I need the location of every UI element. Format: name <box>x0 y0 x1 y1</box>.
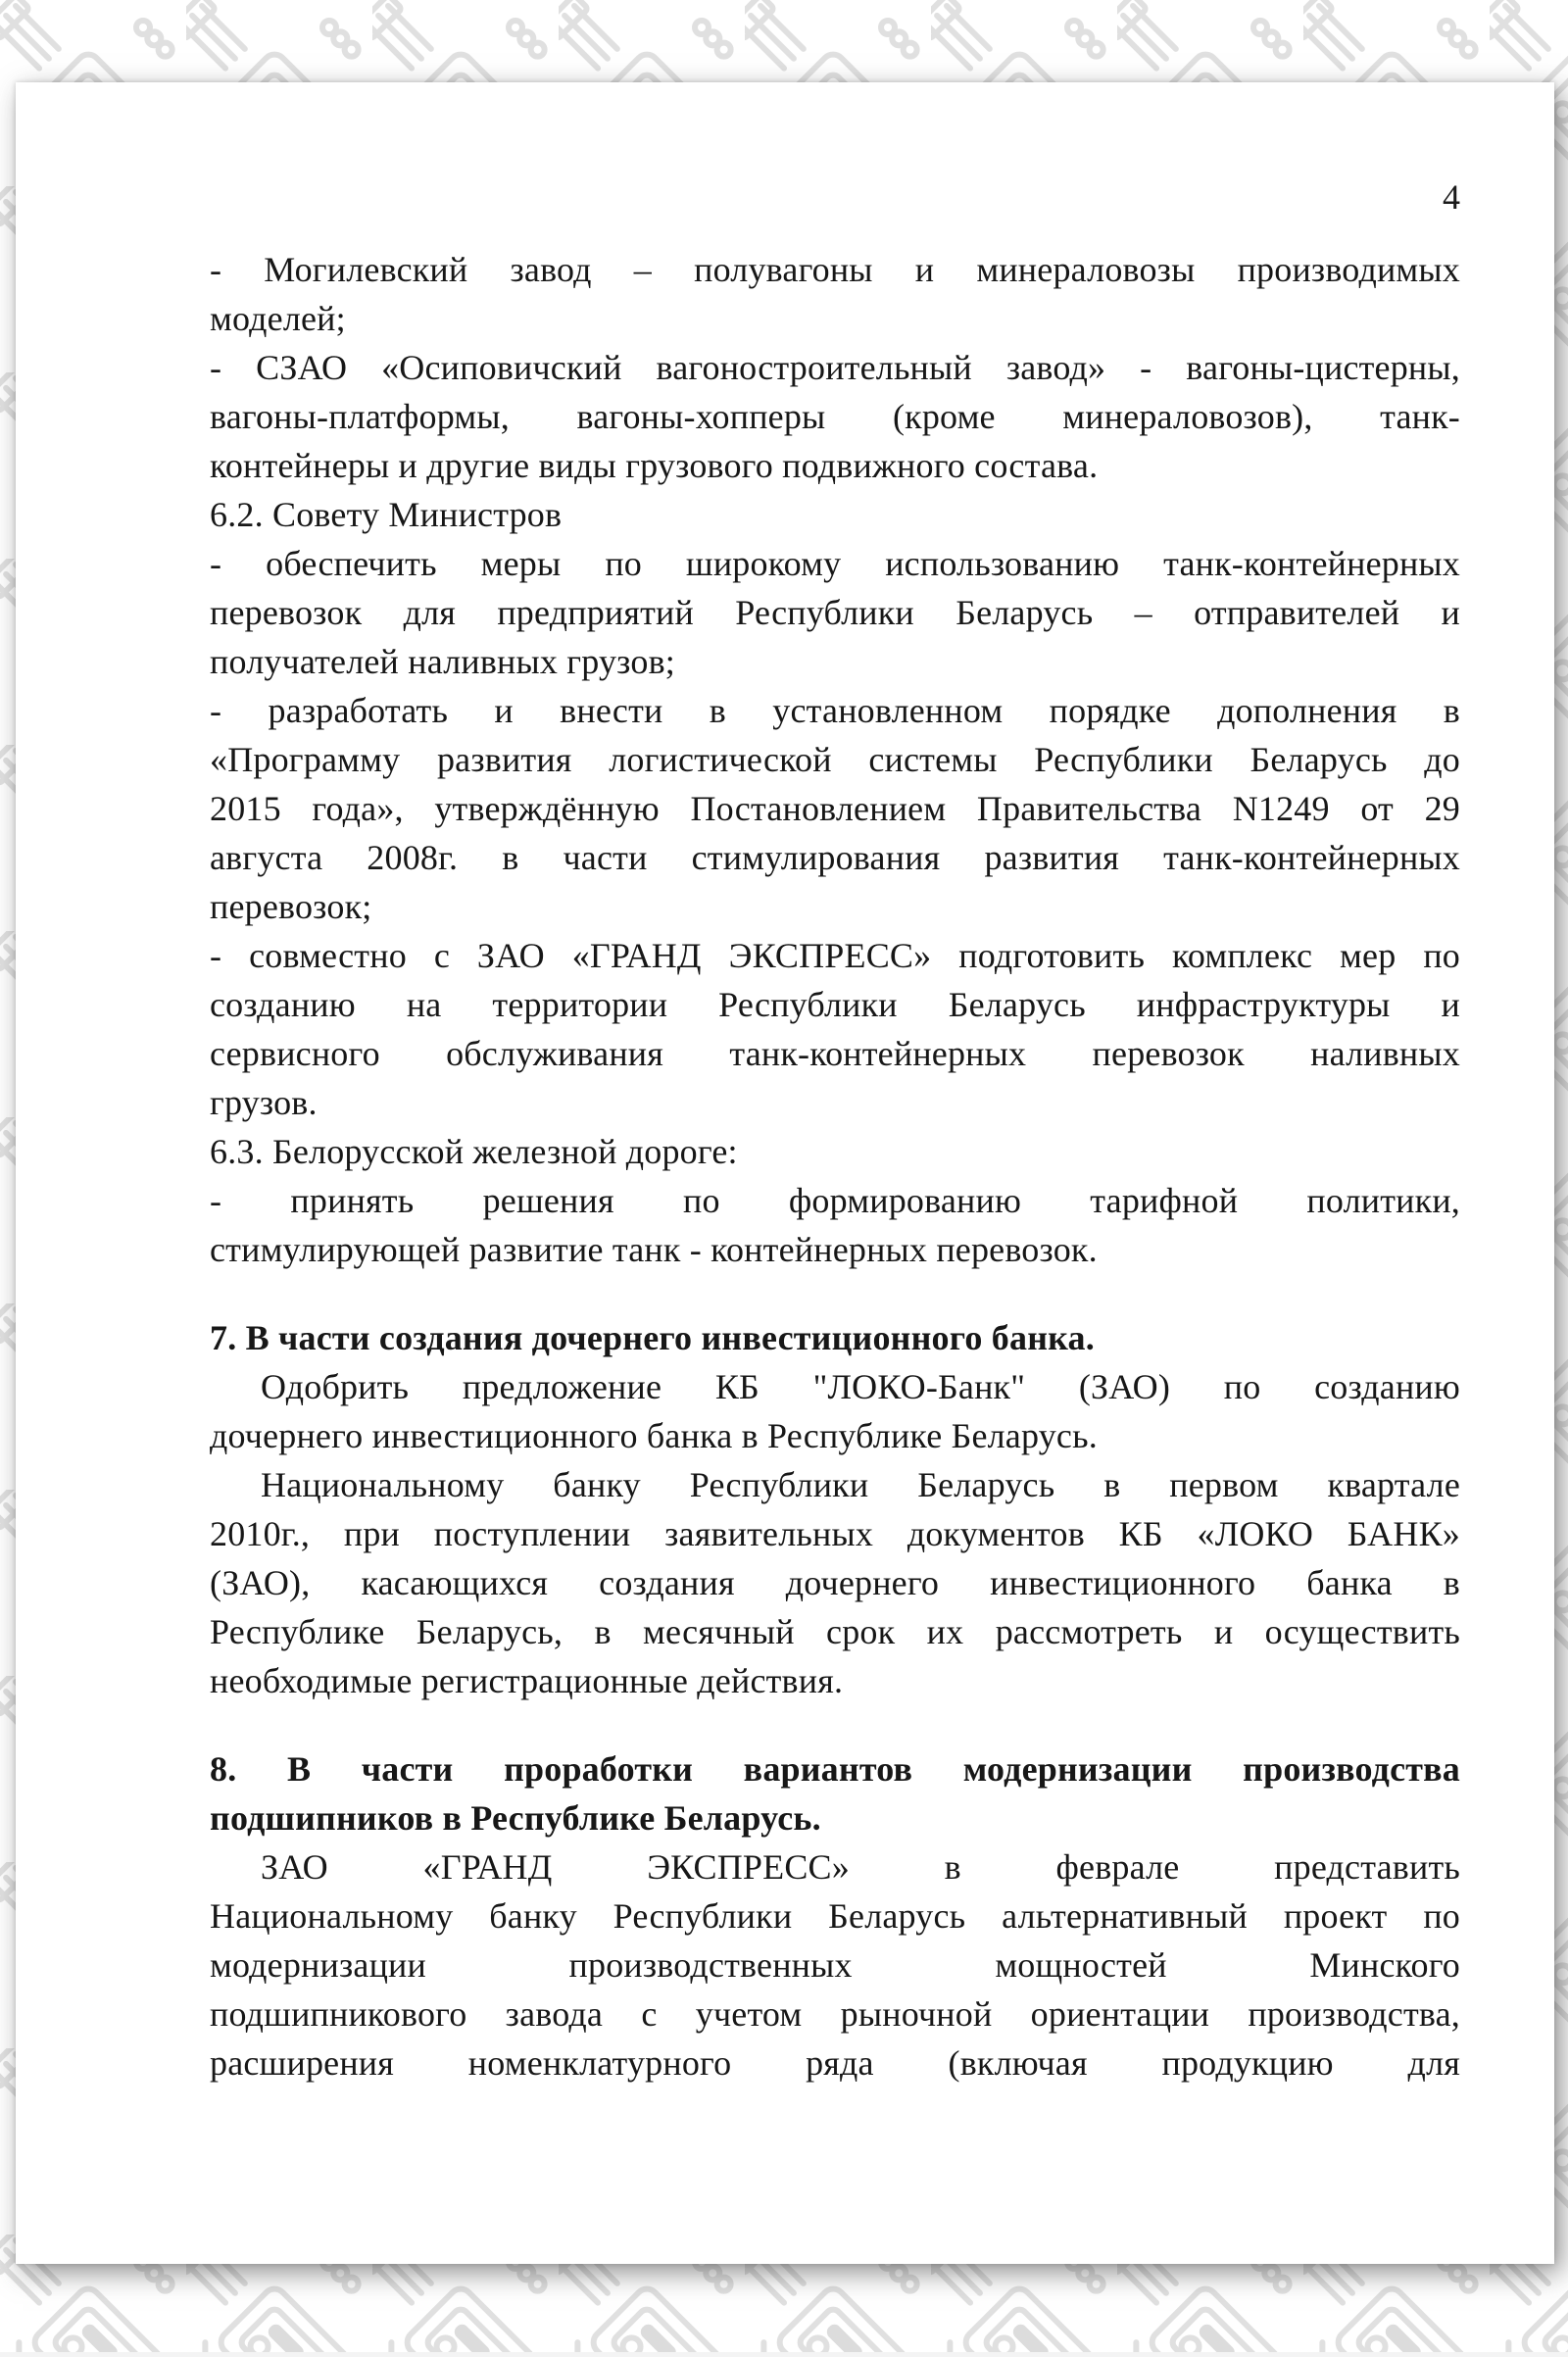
doc-line: перевозок; <box>210 887 372 926</box>
doc-line: дочернего инвестиционного банка в Республике Беларусь. <box>210 1416 1098 1455</box>
doc-line: получателей наливных грузов; <box>210 642 675 681</box>
doc-line: необходимые регистрационные действия. <box>210 1661 844 1700</box>
section-7-heading: 7. В части создания дочернего инвестиционного банка. <box>210 1318 1095 1357</box>
doc-line: грузов. <box>210 1083 318 1122</box>
doc-line: 2010г., при поступлении заявительных документов КБ «ЛОКО БАНК» <box>210 1514 1460 1553</box>
section-8-heading-line-2: подшипников в Республике Беларусь. <box>210 1798 821 1838</box>
doc-line: - СЗАО «Осиповичский вагоностроительный завод» - вагоны-цистерны, <box>210 348 1460 387</box>
doc-line: расширения номенклатурного ряда (включая продукцию для <box>210 2043 1460 2083</box>
section-8-heading: 8. В части проработки вариантов модернизации производства <box>210 1749 1460 1789</box>
scanned-document-page <box>16 82 1554 2264</box>
doc-line: стимулирующей развитие танк - контейнерных перевозок. <box>210 1230 1098 1269</box>
document-body <box>210 245 1460 2087</box>
doc-line: моделей; <box>210 299 346 338</box>
page-number: 4 <box>1443 177 1460 217</box>
doc-line: - обеспечить меры по широкому использованию танк-контейнерных <box>210 544 1460 583</box>
doc-line: Одобрить предложение КБ "ЛОКО-Банк" (ЗАО) по созданию <box>261 1367 1460 1406</box>
doc-line: - совместно с ЗАО «ГРАНД ЭКСПРЕСС» подготовить комплекс мер по <box>210 936 1460 975</box>
doc-line: августа 2008г. в части стимулирования развития танк-контейнерных <box>210 838 1460 877</box>
doc-line: 2015 года», утверждённую Постановлением Правительства N1249 от 29 <box>210 789 1460 828</box>
doc-line: - принять решения по формированию тарифной политики, <box>210 1181 1460 1220</box>
doc-line: созданию на территории Республики Беларусь инфраструктуры и <box>210 985 1460 1024</box>
doc-line: Национальному банку Республики Беларусь в первом квартале <box>261 1465 1460 1504</box>
section-6-3-heading: 6.3. Белорусской железной дороге: <box>210 1132 738 1171</box>
doc-line: модернизации производственных мощностей Минского <box>210 1945 1460 1985</box>
doc-line: «Программу развития логистической системы Республики Беларусь до <box>210 740 1460 779</box>
doc-line: Национальному банку Республики Беларусь альтернативный проект по <box>210 1896 1460 1936</box>
doc-line: вагоны-платформы, вагоны-хопперы (кроме минераловозов), танк- <box>210 397 1460 436</box>
doc-line: (ЗАО), касающихся создания дочернего инвестиционного банка в <box>210 1563 1460 1602</box>
doc-line: - Могилевский завод – полувагоны и минераловозы производимых <box>210 250 1460 289</box>
doc-line: подшипникового завода с учетом рыночной ориентации производства, <box>210 1994 1460 2034</box>
doc-line: контейнеры и другие виды грузового подвижного состава. <box>210 446 1099 485</box>
doc-line: ЗАО «ГРАНД ЭКСПРЕСС» в феврале представить <box>261 1847 1460 1887</box>
section-6-2-heading: 6.2. Совету Министров <box>210 495 563 534</box>
doc-line: Республике Беларусь, в месячный срок их рассмотреть и осуществить <box>210 1612 1460 1651</box>
doc-line: сервисного обслуживания танк-контейнерных перевозок наливных <box>210 1034 1460 1073</box>
doc-line: - разработать и внести в установленном порядке дополнения в <box>210 691 1460 730</box>
doc-line: перевозок для предприятий Республики Беларусь – отправителей и <box>210 593 1460 632</box>
